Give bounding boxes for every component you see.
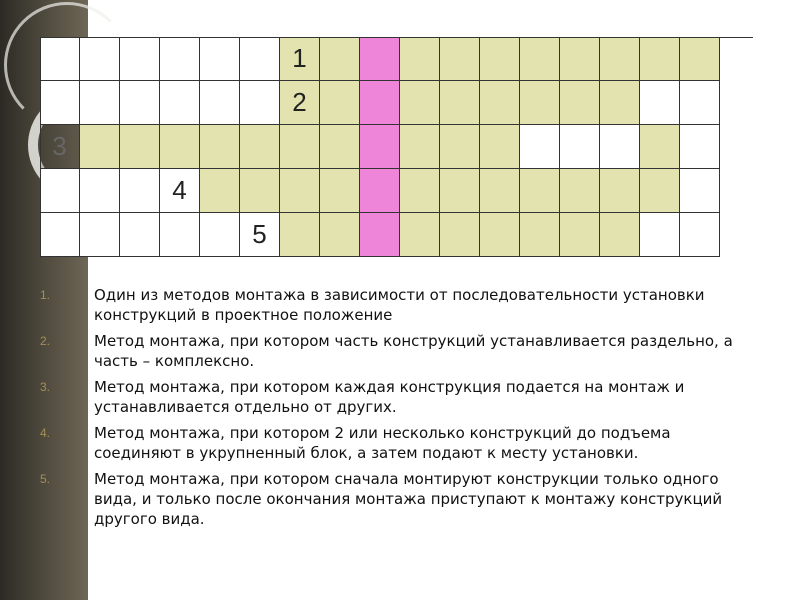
clue-item: [40, 285, 760, 325]
crossword-cell[interactable]: [640, 37, 680, 81]
crossword-cell[interactable]: [120, 81, 160, 125]
crossword-grid: [40, 37, 753, 258]
crossword-cell[interactable]: [240, 169, 280, 213]
clue-text: Метод монтажа, при котором каждая конструкция подается на монтаж и устанавливается отдельно от других.: [94, 378, 685, 416]
clue-item: [40, 423, 760, 463]
crossword-cell[interactable]: [280, 81, 320, 125]
crossword-cell[interactable]: [400, 37, 440, 81]
crossword-cell[interactable]: [640, 169, 680, 213]
crossword-cell[interactable]: [480, 213, 520, 257]
crossword-row: [40, 125, 720, 169]
crossword-cell[interactable]: [680, 213, 720, 257]
crossword-cell[interactable]: [600, 81, 640, 125]
crossword-cell[interactable]: [520, 213, 560, 257]
crossword-cell[interactable]: [560, 169, 600, 213]
crossword-cell[interactable]: [120, 169, 160, 213]
clue-number: 3: [52, 131, 67, 161]
crossword-cell[interactable]: [40, 213, 80, 257]
crossword-cell[interactable]: [520, 81, 560, 125]
crossword-cell[interactable]: [400, 125, 440, 169]
crossword-cell[interactable]: [160, 213, 200, 257]
crossword-cell[interactable]: [240, 213, 280, 257]
crossword-cell[interactable]: [480, 169, 520, 213]
crossword-cell[interactable]: [440, 81, 480, 125]
crossword-cell[interactable]: [640, 125, 680, 169]
crossword-cell[interactable]: [200, 81, 240, 125]
crossword-cell[interactable]: [400, 81, 440, 125]
crossword-cell[interactable]: [520, 125, 560, 169]
crossword-cell[interactable]: [440, 125, 480, 169]
crossword-cell[interactable]: [560, 37, 600, 81]
clue-number: 5: [252, 219, 267, 249]
crossword-cell[interactable]: [360, 81, 400, 125]
clue-text: Один из методов монтажа в зависимости от последовательности установки конструкций в проектное положение: [94, 286, 705, 324]
crossword-cell[interactable]: [600, 37, 640, 81]
crossword-cell[interactable]: [480, 125, 520, 169]
crossword-cell[interactable]: [80, 169, 120, 213]
clue-marker: 4.: [40, 426, 51, 440]
crossword-cell[interactable]: [360, 125, 400, 169]
crossword-cell[interactable]: [400, 213, 440, 257]
crossword-cell[interactable]: [240, 125, 280, 169]
clue-text: Метод монтажа, при котором часть конструкций устанавливается раздельно, а часть – комплексно.: [94, 332, 733, 370]
crossword-row: [40, 213, 720, 257]
crossword-cell[interactable]: [320, 37, 360, 81]
crossword-cell[interactable]: [680, 125, 720, 169]
crossword-cell[interactable]: [440, 169, 480, 213]
clue-marker: 2.: [40, 334, 51, 348]
clue-marker: 5.: [40, 472, 51, 486]
crossword-cell[interactable]: [600, 125, 640, 169]
crossword-cell[interactable]: [480, 37, 520, 81]
crossword-cell[interactable]: [320, 213, 360, 257]
crossword-cell[interactable]: [40, 125, 80, 169]
crossword-cell[interactable]: [240, 81, 280, 125]
crossword-cell[interactable]: [680, 169, 720, 213]
clue-marker: 3.: [40, 380, 51, 394]
crossword-cell[interactable]: [160, 81, 200, 125]
crossword-cell[interactable]: [200, 37, 240, 81]
crossword-cell[interactable]: [40, 81, 80, 125]
crossword-cell[interactable]: [280, 169, 320, 213]
crossword-cell[interactable]: [440, 213, 480, 257]
crossword-cell[interactable]: [360, 37, 400, 81]
crossword-cell[interactable]: [200, 125, 240, 169]
clue-text: Метод монтажа, при котором 2 или несколько конструкций до подъема соединяют в укрупненный блок, а затем подают к месту установки.: [94, 424, 671, 462]
clue-number: 2: [292, 87, 307, 117]
crossword-cell[interactable]: [280, 213, 320, 257]
crossword-cell[interactable]: [640, 213, 680, 257]
crossword-cell[interactable]: [80, 81, 120, 125]
clue-item: [40, 469, 760, 529]
crossword-cell[interactable]: [80, 37, 120, 81]
crossword-cell[interactable]: [520, 169, 560, 213]
crossword-cell[interactable]: [560, 213, 600, 257]
crossword-cell[interactable]: [440, 37, 480, 81]
crossword-cell[interactable]: [680, 81, 720, 125]
crossword-cell[interactable]: [520, 37, 560, 81]
crossword-cell[interactable]: [400, 169, 440, 213]
crossword-cell[interactable]: [320, 125, 360, 169]
clue-item: [40, 331, 760, 371]
crossword-cell[interactable]: [320, 169, 360, 213]
crossword-cell[interactable]: [40, 169, 80, 213]
crossword-cell[interactable]: [160, 169, 200, 213]
crossword-cell[interactable]: [480, 81, 520, 125]
crossword-cell[interactable]: [280, 125, 320, 169]
crossword-cell[interactable]: [320, 81, 360, 125]
crossword-cell[interactable]: [280, 37, 320, 81]
crossword-cell[interactable]: [40, 37, 80, 81]
crossword-cell[interactable]: [240, 37, 280, 81]
crossword-cell[interactable]: [80, 213, 120, 257]
clue-number: 4: [172, 175, 187, 205]
crossword-cell[interactable]: [120, 213, 160, 257]
clue-list: [40, 285, 760, 535]
crossword-cell[interactable]: [160, 37, 200, 81]
crossword-cell[interactable]: [600, 169, 640, 213]
crossword-cell[interactable]: [680, 37, 720, 81]
crossword-cell[interactable]: [200, 213, 240, 257]
crossword-cell[interactable]: [640, 81, 680, 125]
crossword-cell[interactable]: [600, 213, 640, 257]
crossword-cell[interactable]: [560, 125, 600, 169]
crossword-cell[interactable]: [560, 81, 600, 125]
clue-text: Метод монтажа, при котором сначала монтируют конструкции только одного вида, и только после окончания монтажа приступают к монтажу конструкций другого вида.: [94, 470, 723, 528]
crossword-cell[interactable]: [120, 37, 160, 81]
crossword-cell[interactable]: [360, 169, 400, 213]
crossword-cell[interactable]: [80, 125, 120, 169]
crossword-cell[interactable]: [200, 169, 240, 213]
crossword-row: [40, 37, 720, 81]
crossword-row: [40, 169, 720, 213]
clue-item: [40, 377, 760, 417]
clue-number: 1: [292, 43, 307, 73]
clue-marker: 1.: [40, 288, 51, 302]
crossword-row: [40, 81, 720, 125]
crossword-cell[interactable]: [120, 125, 160, 169]
crossword-cell[interactable]: [360, 213, 400, 257]
crossword-cell[interactable]: [160, 125, 200, 169]
